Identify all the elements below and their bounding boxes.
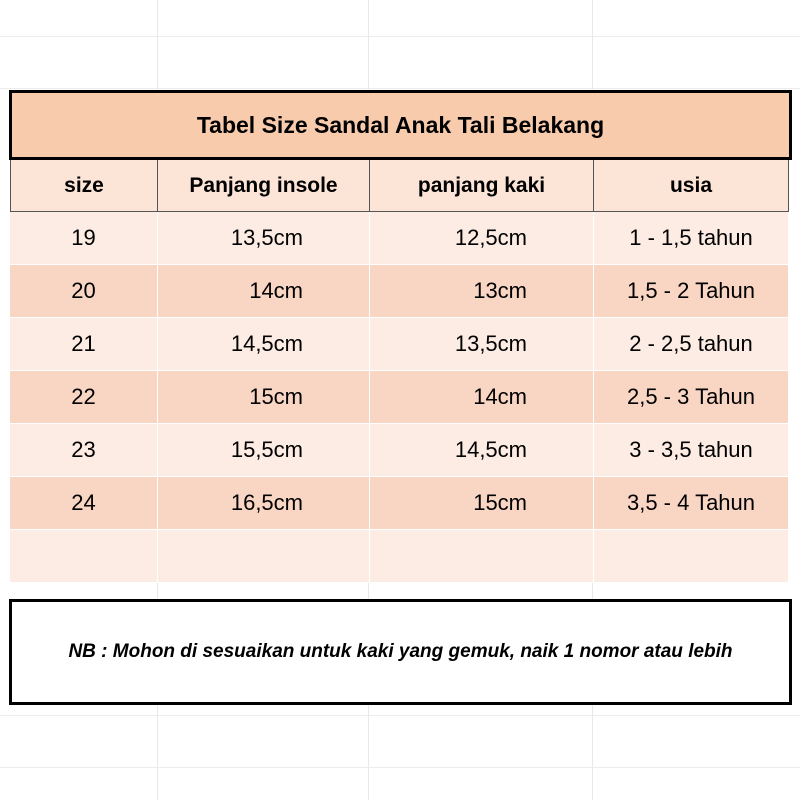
cell-foot-length: 15cm: [370, 477, 594, 529]
cell-size: 21: [10, 318, 158, 370]
table-row-empty: [10, 530, 789, 583]
cell-size: 20: [10, 265, 158, 317]
table-header-row: [10, 160, 789, 212]
cell-size: 19: [10, 212, 158, 264]
gridline: [0, 715, 800, 716]
cell-insole-length: 16,5cm: [158, 477, 370, 529]
table-row: [10, 477, 789, 530]
cell-age: 3 - 3,5 tahun: [594, 424, 789, 476]
table-row: [10, 212, 789, 265]
cell-insole-length: 14,5cm: [158, 318, 370, 370]
cell-foot-length: 12,5cm: [370, 212, 594, 264]
cell-age: 2,5 - 3 Tahun: [594, 371, 789, 423]
header-insole-length: Panjang insole: [158, 160, 370, 211]
gridline: [0, 88, 800, 89]
cell-size: 24: [10, 477, 158, 529]
note-box: [9, 599, 792, 705]
cell-empty: [370, 530, 594, 582]
table-row: [10, 265, 789, 318]
header-age: usia: [594, 160, 789, 211]
gridline: [0, 36, 800, 37]
cell-foot-length: 13,5cm: [370, 318, 594, 370]
header-foot-length: panjang kaki: [370, 160, 594, 211]
cell-size: 23: [10, 424, 158, 476]
cell-empty: [594, 530, 789, 582]
table-row: [10, 371, 789, 424]
cell-empty: [158, 530, 370, 582]
cell-foot-length: 14cm: [370, 371, 594, 423]
table-title: Tabel Size Sandal Anak Tali Belakang: [9, 90, 792, 160]
cell-foot-length: 13cm: [370, 265, 594, 317]
cell-age: 1,5 - 2 Tahun: [594, 265, 789, 317]
cell-insole-length: 15cm: [158, 371, 370, 423]
cell-age: 3,5 - 4 Tahun: [594, 477, 789, 529]
cell-insole-length: 14cm: [158, 265, 370, 317]
cell-insole-length: 15,5cm: [158, 424, 370, 476]
cell-empty: [10, 530, 158, 582]
cell-foot-length: 14,5cm: [370, 424, 594, 476]
gridline: [0, 767, 800, 768]
table-row: [10, 318, 789, 371]
note-text: NB : Mohon di sesuaikan untuk kaki yang gemuk, naik 1 nomor atau lebih: [68, 641, 733, 662]
header-size: size: [10, 160, 158, 211]
cell-size: 22: [10, 371, 158, 423]
cell-age: 2 - 2,5 tahun: [594, 318, 789, 370]
cell-age: 1 - 1,5 tahun: [594, 212, 789, 264]
cell-insole-length: 13,5cm: [158, 212, 370, 264]
table-row: [10, 424, 789, 477]
size-table: [10, 160, 789, 583]
